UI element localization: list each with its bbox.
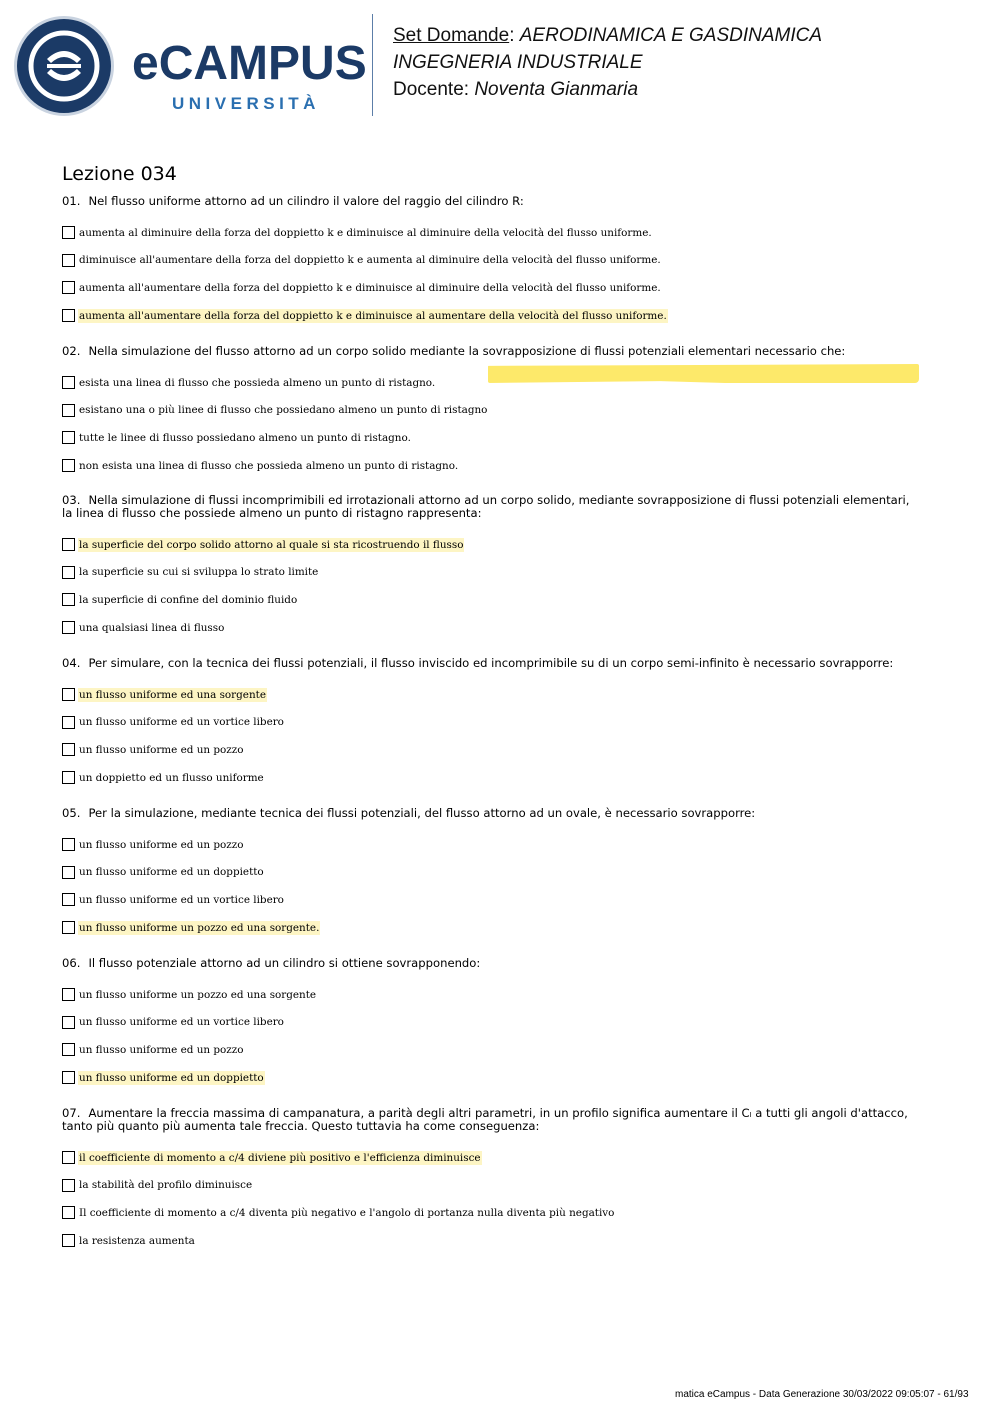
- answer-option[interactable]: [62, 452, 922, 480]
- answer-checkbox[interactable]: [62, 254, 75, 267]
- answer-checkbox[interactable]: [62, 281, 75, 294]
- question-body: Nella simulazione di flussi incomprimibili ed irrotazionali attorno ad un corpo solido, mediante sovrapposizione di flussi potenziali elementari, la linea di flusso che possiede almeno un punto di ristagno rappresenta:: [62, 493, 910, 520]
- set-label: Set Domande: [393, 25, 510, 46]
- answer-list: [62, 219, 922, 329]
- answer-text-highlighted: la superficie del corpo solido attorno al quale si sta ricostruendo il flusso: [79, 538, 464, 551]
- question-body: Il flusso potenziale attorno ad un cilindro si ottiene sovrapponendo:: [88, 956, 481, 970]
- answer-text: diminuisce all'aumentare della forza del doppietto k e aumenta al diminuire della velocità del flusso uniforme.: [79, 254, 661, 267]
- answer-text: un doppietto ed un flusso uniforme: [79, 771, 264, 784]
- answer-checkbox[interactable]: [62, 1151, 75, 1164]
- question: [62, 957, 922, 1091]
- answer-text: un flusso uniforme ed un doppietto: [79, 866, 264, 879]
- answer-text: tutte le linee di flusso possiedano almeno un punto di ristagno.: [79, 431, 411, 444]
- teacher-name: Noventa Gianmaria: [474, 79, 639, 100]
- answer-option[interactable]: [62, 586, 922, 614]
- answer-text: aumenta al diminuire della forza del doppietto k e diminuisce al diminuire della velocità del flusso uniforme.: [79, 226, 652, 239]
- answer-list: [62, 981, 922, 1091]
- answer-checkbox[interactable]: [62, 1043, 75, 1056]
- question-body: Nella simulazione del flusso attorno ad un corpo solido mediante la sovrapposizione di flussi potenziali elementari necessario che:: [88, 344, 846, 358]
- course-line: [393, 49, 822, 76]
- answer-text: la stabilità del profilo diminuisce: [79, 1179, 253, 1192]
- answer-option[interactable]: [62, 302, 922, 330]
- question-number: 03.: [62, 493, 81, 507]
- question-text: [62, 807, 922, 820]
- set-value: AERODINAMICA E GASDINAMICA: [519, 25, 823, 46]
- question: [62, 1107, 922, 1254]
- question: [62, 195, 922, 329]
- teacher-line: [393, 76, 822, 103]
- answer-list: [62, 831, 922, 941]
- answer-text: la resistenza aumenta: [79, 1234, 195, 1247]
- logo-wordmark: eCAMPUS: [132, 37, 367, 90]
- question-body: Nel flusso uniforme attorno ad un cilindro il valore del raggio del cilindro R:: [88, 194, 524, 208]
- answer-text: la superficie di confine del dominio fluido: [79, 593, 298, 606]
- answer-option[interactable]: [62, 709, 922, 737]
- answer-checkbox[interactable]: [62, 1071, 75, 1084]
- question-text: [62, 494, 922, 520]
- question-number: 02.: [62, 344, 81, 358]
- answer-option[interactable]: [62, 736, 922, 764]
- question: [62, 345, 922, 479]
- answer-text: aumenta all'aumentare della forza del doppietto k e diminuisce al diminuire della velocità del flusso uniforme.: [79, 281, 661, 294]
- answer-list: [62, 681, 922, 791]
- answer-option[interactable]: [62, 1227, 922, 1255]
- answer-checkbox[interactable]: [62, 459, 75, 472]
- set-line: Set Domande: AERODINAMICA E GASDINAMICA: [393, 25, 823, 46]
- answer-option[interactable]: [62, 1064, 922, 1092]
- answer-text-highlighted: un flusso uniforme un pozzo ed una sorgente.: [79, 921, 320, 934]
- answer-option[interactable]: [62, 274, 922, 302]
- question-text: [62, 195, 922, 208]
- answer-option[interactable]: [62, 886, 922, 914]
- answer-text-highlighted: il coefficiente di momento a c/4 diviene più positivo e l'efficienza diminuisce: [79, 1151, 481, 1164]
- answer-option[interactable]: [62, 981, 922, 1009]
- answer-checkbox[interactable]: [62, 431, 75, 444]
- answer-text-highlighted: un flusso uniforme ed un doppietto: [79, 1071, 264, 1084]
- answer-option[interactable]: [62, 859, 922, 887]
- question-text: [62, 345, 922, 358]
- answer-option[interactable]: [62, 424, 922, 452]
- answer-text: un flusso uniforme un pozzo ed una sorgente: [79, 988, 317, 1001]
- answer-option[interactable]: [62, 1009, 922, 1037]
- course-name: INGEGNERIA INDUSTRIALE: [393, 52, 643, 73]
- answer-checkbox[interactable]: [62, 838, 75, 851]
- answer-checkbox[interactable]: [62, 716, 75, 729]
- logo-subtitle: UNIVERSITÀ: [172, 94, 320, 113]
- ecampus-logo: [14, 14, 367, 118]
- answer-checkbox[interactable]: [62, 404, 75, 417]
- answer-checkbox[interactable]: [62, 866, 75, 879]
- question: [62, 494, 922, 641]
- answer-text: un flusso uniforme ed un pozzo: [79, 838, 244, 851]
- answer-checkbox[interactable]: [62, 1234, 75, 1247]
- question-number: 06.: [62, 956, 81, 970]
- answer-text-highlighted: aumenta all'aumentare della forza del doppietto k e diminuisce al aumentare della velocità del flusso uniforme.: [79, 309, 667, 322]
- logo-emblem-icon: [14, 16, 114, 116]
- question-body: Per la simulazione, mediante tecnica dei flussi potenziali, del flusso attorno ad un ovale, è necessario sovrapporre:: [88, 806, 756, 820]
- answer-checkbox[interactable]: [62, 621, 75, 634]
- answer-text: la superficie su cui si sviluppa lo strato limite: [79, 566, 319, 579]
- answer-option[interactable]: [62, 1172, 922, 1200]
- answer-option[interactable]: [62, 219, 922, 247]
- answer-option[interactable]: [62, 1144, 922, 1172]
- answer-option[interactable]: [62, 397, 922, 425]
- page-footer: matica eCampus - Data Generazione 30/03/2022 09:05:07 - 61/93: [675, 1389, 969, 1400]
- teacher-label: Docente:: [393, 79, 470, 100]
- answer-checkbox[interactable]: [62, 1179, 75, 1192]
- answer-checkbox[interactable]: [62, 893, 75, 906]
- answer-checkbox[interactable]: [62, 988, 75, 1001]
- question: [62, 657, 922, 791]
- question-number: 05.: [62, 806, 81, 820]
- answer-option[interactable]: [62, 614, 922, 642]
- question-text: [62, 1107, 922, 1133]
- answer-text: esista una linea di flusso che possieda almeno un punto di ristagno.: [79, 376, 436, 389]
- answer-text: esistano una o più linee di flusso che possiedano almeno un punto di ristagno: [79, 404, 488, 417]
- answer-checkbox[interactable]: [62, 771, 75, 784]
- question-body: Aumentare la freccia massima di campanatura, a parità degli altri parametri, in un profilo significa aumentare il Cₗ a tutti gli angoli d'attacco, tanto più quanto più aumenta tale freccia. Questo tuttavia ha come conseguenza:: [62, 1106, 908, 1133]
- answer-list: [62, 1144, 922, 1254]
- answer-checkbox[interactable]: [62, 566, 75, 579]
- question-number: 04.: [62, 656, 81, 670]
- question: [62, 807, 922, 941]
- answer-list: [62, 369, 922, 479]
- answer-option[interactable]: [62, 1199, 922, 1227]
- answer-text: un flusso uniforme ed un pozzo: [79, 743, 244, 756]
- question-body: Per simulare, con la tecnica dei flussi potenziali, il flusso inviscido ed incomprimibile su di un corpo semi-infinito è necessario sovrapporre:: [88, 656, 894, 670]
- answer-option[interactable]: [62, 914, 922, 942]
- answer-checkbox[interactable]: [62, 688, 75, 701]
- answer-checkbox[interactable]: [62, 743, 75, 756]
- answer-option[interactable]: [62, 681, 922, 709]
- answer-option[interactable]: [62, 831, 922, 859]
- answer-checkbox[interactable]: [62, 376, 75, 389]
- answer-list: [62, 531, 922, 641]
- question-text: [62, 957, 922, 970]
- answer-option[interactable]: [62, 531, 922, 559]
- answer-checkbox[interactable]: [62, 309, 75, 322]
- answer-option[interactable]: [62, 247, 922, 275]
- header-info: [393, 22, 822, 103]
- answer-text: un flusso uniforme ed un pozzo: [79, 1043, 244, 1056]
- answer-text: un flusso uniforme ed un vortice libero: [79, 1016, 284, 1029]
- answer-checkbox[interactable]: [62, 1206, 75, 1219]
- answer-option[interactable]: [62, 559, 922, 587]
- question-number: 01.: [62, 194, 81, 208]
- answer-checkbox[interactable]: [62, 921, 75, 934]
- lesson-title: Lezione 034: [62, 163, 177, 185]
- question-text: [62, 657, 922, 670]
- question-number: 07.: [62, 1106, 81, 1120]
- answer-text-highlighted: un flusso uniforme ed una sorgente: [79, 688, 266, 701]
- answer-checkbox[interactable]: [62, 538, 75, 551]
- answer-text: un flusso uniforme ed un vortice libero: [79, 893, 284, 906]
- answer-checkbox[interactable]: [62, 1016, 75, 1029]
- answer-option[interactable]: [62, 764, 922, 792]
- header-divider: [372, 14, 373, 116]
- answer-text: un flusso uniforme ed un vortice libero: [79, 716, 284, 729]
- answer-checkbox[interactable]: [62, 226, 75, 239]
- answer-text: non esista una linea di flusso che possieda almeno un punto di ristagno.: [79, 459, 459, 472]
- answer-option[interactable]: [62, 369, 922, 397]
- answer-text: Il coefficiente di momento a c/4 diventa più negativo e l'angolo di portanza nulla diventa più negativo: [79, 1206, 615, 1219]
- answer-checkbox[interactable]: [62, 593, 75, 606]
- answer-option[interactable]: [62, 1036, 922, 1064]
- answer-text: una qualsiasi linea di flusso: [79, 621, 225, 634]
